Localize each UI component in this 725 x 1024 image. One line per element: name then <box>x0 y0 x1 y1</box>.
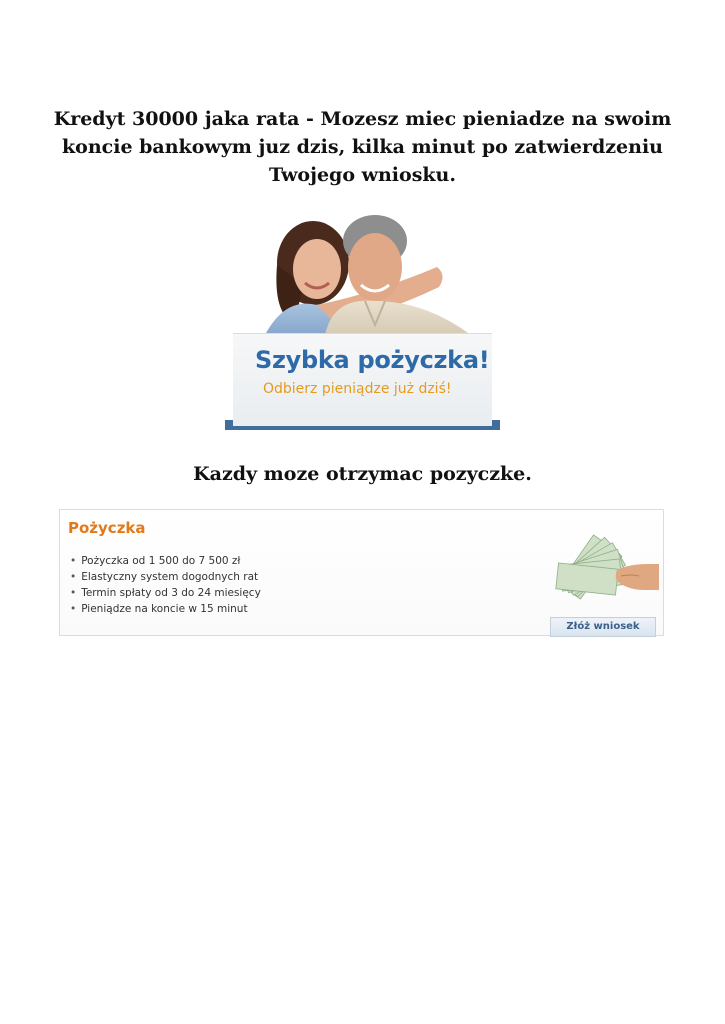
tagline: Kazdy moze otrzymac pozyczke. <box>193 463 532 485</box>
banner-subline: Odbierz pieniądze już dziś! <box>263 381 452 397</box>
offer-feature-list <box>70 553 261 617</box>
page-title: Kredyt 30000 jaka rata - Mozesz miec pieniadze na swoim koncie bankowym juz dzis, kilka minut po zatwierdzeniu Twojego wniosku. <box>53 108 672 186</box>
list-item: • Pożyczka od 1 500 do 7 500 zł <box>70 553 261 569</box>
list-item: • Pieniądze na koncie w 15 minut <box>70 601 261 617</box>
hand-with-money-icon <box>547 524 659 604</box>
loan-offer-box <box>59 509 664 636</box>
apply-button[interactable]: Złóż wniosek <box>550 617 656 637</box>
promo-banner <box>225 205 500 430</box>
offer-title: Pożyczka <box>68 519 146 537</box>
list-item: • Elastyczny system dogodnych rat <box>70 569 261 585</box>
list-item: • Termin spłaty od 3 do 24 miesięcy <box>70 585 261 601</box>
banner-headline: Szybka pożyczka! <box>255 346 490 374</box>
